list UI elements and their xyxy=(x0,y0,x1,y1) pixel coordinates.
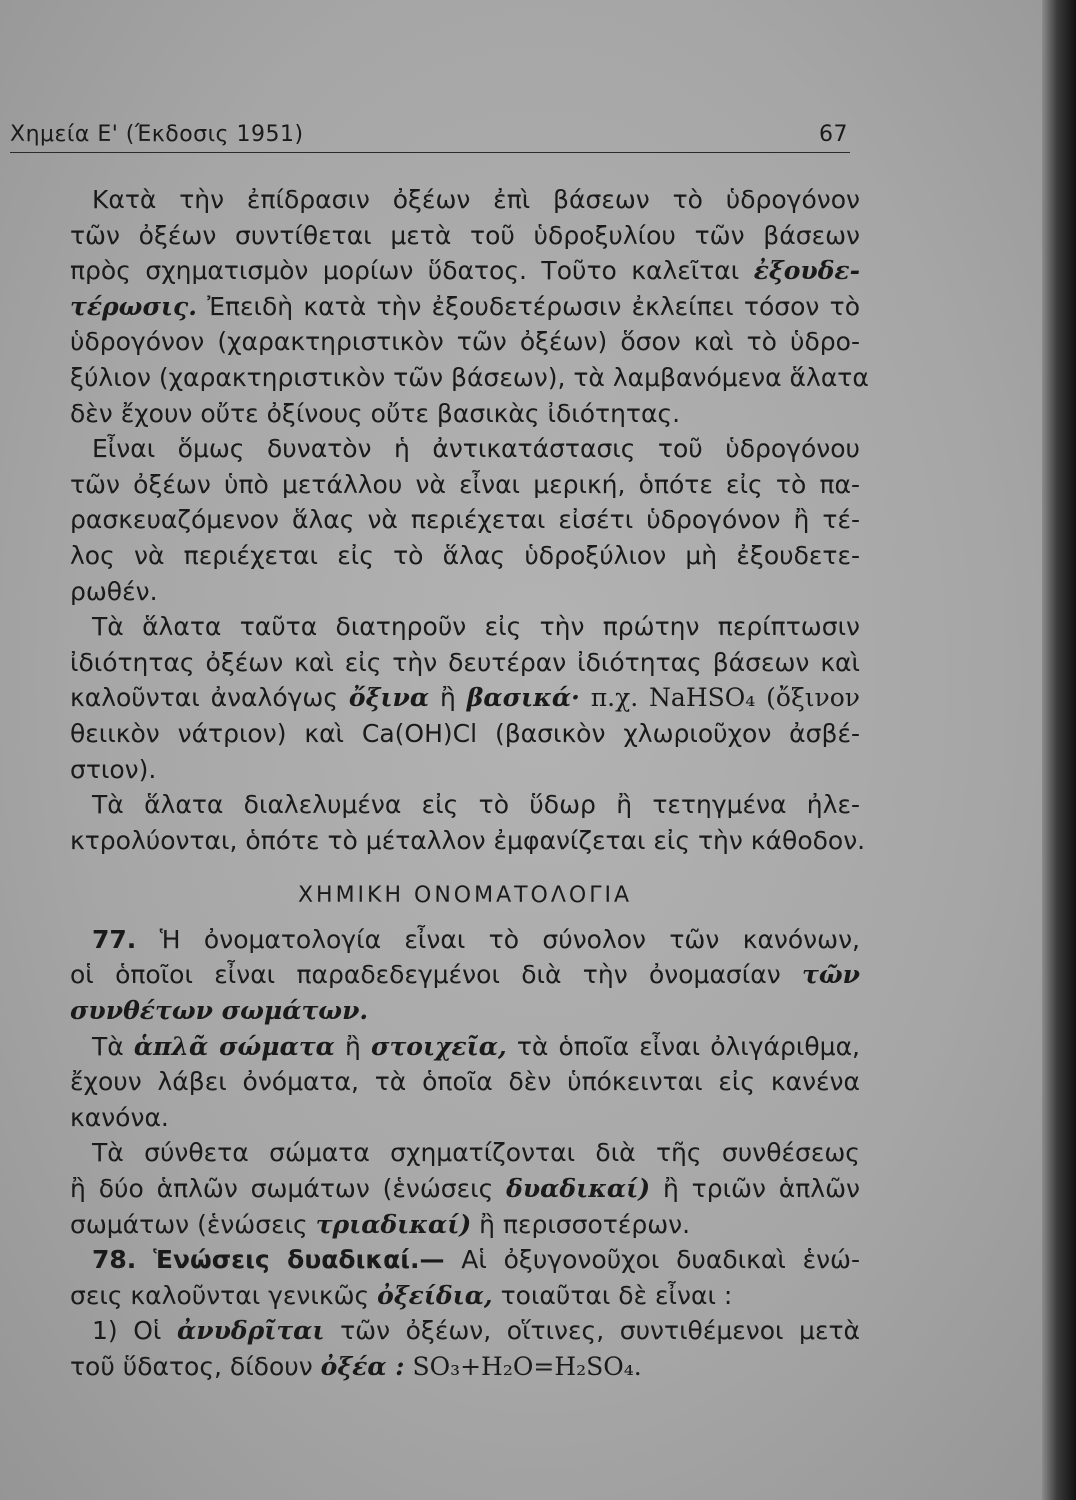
text-line: θειικὸν νάτριον) καὶ Ca(OH)Cl (βασικὸν χλωριοῦχον ἀσβέ- xyxy=(70,718,860,748)
text-line: δὲν ἔχουν οὔτε ὀξίνους οὔτε βασικὰς ἰδιότητας. xyxy=(70,398,681,428)
term-italic: ἁπλᾶ σώματα xyxy=(133,1031,335,1061)
page-edge-shadow xyxy=(1042,0,1076,1500)
text-line: Τὰ ἅλατα διαλελυμένα εἰς τὸ ὕδωρ ἢ τετηγμένα ἠλε- xyxy=(92,790,860,820)
section-heading: ΧΗΜΙΚΗ ΟΝΟΜΑΤΟΛΟΓΙΑ xyxy=(297,883,633,909)
text-line: ξύλιον (χαρακτηριστικὸν τῶν βάσεων), τὰ λαμβανόμενα ἅλατα xyxy=(70,362,869,392)
text-run: τοῦ ὕδατος, δίδουν xyxy=(70,1352,313,1381)
text-run: ἢ xyxy=(439,683,456,713)
text-run: Αἱ ὀξυγονοῦχοι δυαδικαὶ ἑνώ- xyxy=(461,1245,861,1275)
text-line xyxy=(70,1029,860,1065)
text-run: Ἐπειδὴ κατὰ τὴν ἐξουδετέρωσιν ἐκλείπει τόσον τὸ xyxy=(207,291,860,321)
formula-run: π.χ. NaHSO₄ (ὄξινον xyxy=(590,683,860,713)
text-run: ἢ xyxy=(345,1031,361,1061)
text-line xyxy=(70,1349,860,1385)
text-line: ἔχουν λάβει ὀνόματα, τὰ ὁποῖα δὲν ὑπόκεινται εἰς κανένα xyxy=(70,1067,860,1097)
text-line xyxy=(70,253,860,289)
term-italic: ὄξινα xyxy=(348,683,430,713)
term-italic: ὀξέα : xyxy=(320,1352,405,1381)
text-line xyxy=(70,1278,860,1314)
section-title: Ἑνώσεις δυαδικαί.— xyxy=(153,1245,445,1275)
text-run: Ἡ ὀνοματολογία εἶναι τὸ σύνολον τῶν κανόνων, xyxy=(159,924,860,954)
text-run: Τὰ xyxy=(92,1031,124,1061)
running-header xyxy=(10,118,850,153)
text-line: Εἶναι ὅμως δυνατὸν ἡ ἀντικατάστασις τοῦ ὑδρογόνου xyxy=(92,434,860,464)
term-italic: τριαδικαί) xyxy=(315,1209,472,1239)
text-run: ἢ περισσοτέρων. xyxy=(479,1209,691,1239)
text-line: Τὰ σύνθετα σώματα σχηματίζονται διὰ τῆς συνθέσεως xyxy=(92,1138,860,1168)
page-number: 67 xyxy=(819,122,848,147)
text-run: σεις καλοῦνται γενικῶς xyxy=(70,1280,370,1310)
text-line: κτρολύονται, ὁπότε τὸ μέταλλον ἐμφανίζεται εἰς τὴν κάθοδον. xyxy=(70,825,866,855)
text-line xyxy=(70,1242,860,1278)
text-line: ἰδιότητας ὀξέων καὶ εἰς τὴν δευτέραν ἰδιότητας βάσεων καὶ xyxy=(70,647,860,677)
section-number: 77. xyxy=(92,924,137,954)
running-title: Χημεία Ε' (Έκδοσις 1951) xyxy=(10,122,304,147)
text-run: τοιαῦται δὲ εἶναι : xyxy=(500,1280,733,1310)
text-line xyxy=(70,1207,860,1243)
text-line: Κατὰ τὴν ἐπίδρασιν ὀξέων ἐπὶ βάσεων τὸ ὑδρογόνον xyxy=(92,185,860,214)
text-line: ρασκευαζόμενον ἅλας νὰ περιέχεται εἰσέτι ὑδρογόνον ἢ τέ- xyxy=(70,505,860,535)
text-run: καλοῦνται ἀναλόγως xyxy=(70,683,339,713)
text-run: τῶν ὀξέων, οἵτινες, συντιθέμενοι μετὰ xyxy=(340,1316,861,1346)
text-run: σωμάτων (ἑνώσεις xyxy=(70,1209,308,1239)
term-italic: δυαδικαί) xyxy=(506,1174,651,1204)
text-run: 1) Οἱ xyxy=(92,1316,162,1346)
text-line xyxy=(70,1313,860,1349)
term-italic: τῶν xyxy=(802,960,861,990)
term-italic: τέρωσις. xyxy=(70,291,197,321)
text-line xyxy=(70,922,860,958)
text-line: λος νὰ περιέχεται εἰς τὸ ἅλας ὑδροξύλιον μὴ ἐξουδετε- xyxy=(70,540,860,570)
term-italic: ὀξείδια, xyxy=(377,1280,493,1310)
text-line: ρωθέν. xyxy=(70,576,158,606)
text-line xyxy=(70,680,860,716)
term-italic: ἀνυδρῖται xyxy=(176,1316,325,1346)
text-line: τῶν ὀξέων συντίθεται μετὰ τοῦ ὑδροξυλίου τῶν βάσεων xyxy=(70,220,860,250)
text-line: ὑδρογόνον (χαρακτηριστικὸν τῶν ὀξέων) ὅσον καὶ τὸ ὑδρο- xyxy=(70,327,860,357)
text-line xyxy=(70,1171,860,1207)
text-line xyxy=(70,289,860,325)
text-line: Τὰ ἅλατα ταῦτα διατηροῦν εἰς τὴν πρώτην περίπτωσιν xyxy=(92,612,860,642)
text-line xyxy=(70,993,860,1029)
term-italic: στοιχεῖα, xyxy=(371,1031,507,1061)
text-run: πρὸς σχηματισμὸν μορίων ὕδατος. Τοῦτο καλεῖται xyxy=(70,256,740,286)
text-line: στιον). xyxy=(70,754,157,784)
term-italic: συνθέτων σωμάτων. xyxy=(70,996,369,1026)
term-italic: ἐξουδε- xyxy=(753,256,860,286)
text-run: τὰ ὁποῖα εἶναι ὀλιγάριθμα, xyxy=(516,1031,860,1061)
text-run: ἢ τριῶν ἁπλῶν xyxy=(662,1174,861,1204)
text-run: οἱ ὁποῖοι εἶναι παραδεδεγμένοι διὰ τὴν ὀνομασίαν xyxy=(70,960,781,990)
section-number: 78. xyxy=(92,1245,137,1275)
page-body xyxy=(70,182,869,1385)
formula-run: SO₃+H₂O=H₂SO₄. xyxy=(412,1352,642,1381)
text-run: ἢ δύο ἁπλῶν σωμάτων (ἑνώσεις xyxy=(70,1174,494,1204)
term-italic: βασικά· xyxy=(466,683,580,713)
text-line xyxy=(70,957,860,993)
text-line: τῶν ὀξέων ὑπὸ μετάλλου νὰ εἶναι μερική, ὁπότε εἰς τὸ πα- xyxy=(70,469,860,499)
text-line: κανόνα. xyxy=(70,1102,169,1132)
